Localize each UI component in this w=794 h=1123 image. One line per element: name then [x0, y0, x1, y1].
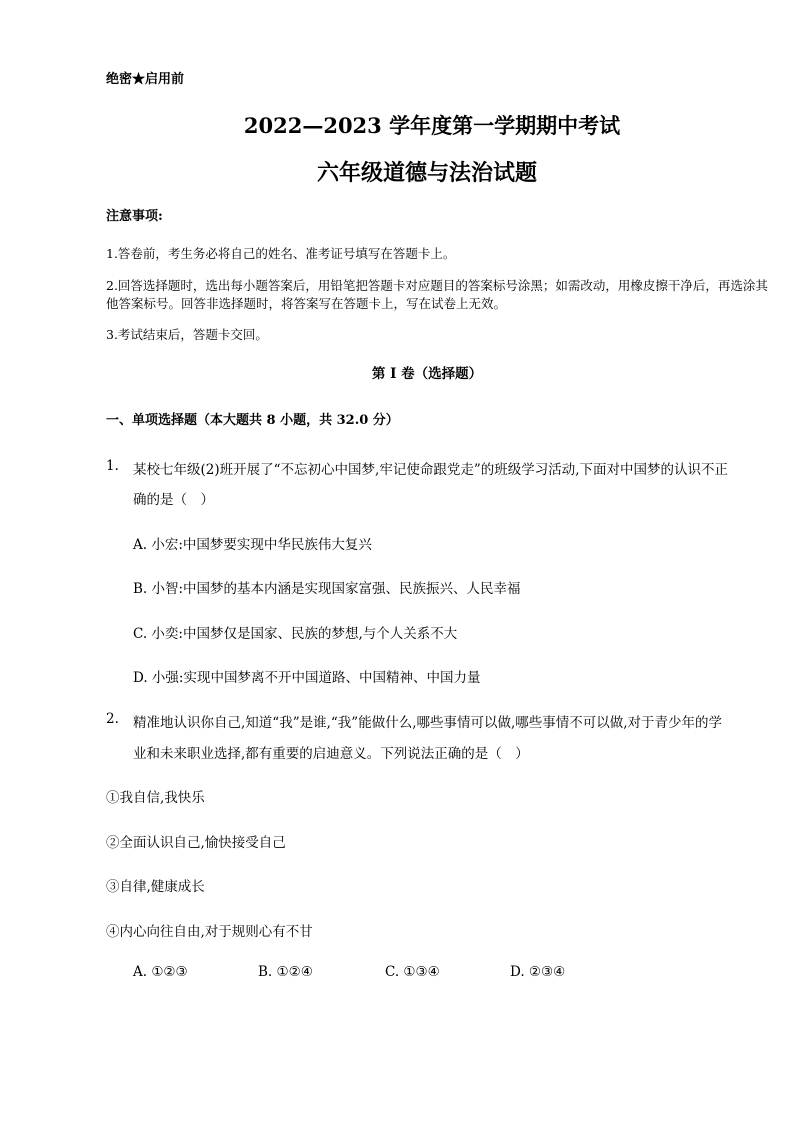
question-text: 某校七年级(2)班开展了“不忘初心中国梦,牢记使命跟党走”的班级学习活动,下面对中国梦的认识不正 — [133, 462, 729, 478]
confidential-label: 绝密★启用前 — [106, 72, 185, 87]
choice-b: B. ①②④ — [258, 964, 313, 980]
exam-subtitle: 六年级道德与法治试题 — [316, 160, 537, 186]
option-b: B. 小智:中国梦的基本内涵是实现国家富强、民族振兴、人民幸福 — [133, 581, 521, 597]
exam-title: 2022—2023 学年度第一学期期中考试 — [243, 113, 621, 138]
option-a: A. 小宏:中国梦要实现中华民族伟大复兴 — [133, 537, 372, 553]
statement-1: ①我自信,我快乐 — [106, 790, 205, 806]
question-number: 1. — [106, 458, 119, 474]
notice-heading: 注意事项: — [106, 209, 163, 224]
question-text: 精准地认识你自己,知道“我”是谁,“我”能做什么,哪些事情可以做,哪些事情不可以做,对于青少年的学 — [133, 715, 723, 731]
question-number: 2. — [106, 711, 119, 727]
notice-item: 2.回答选择题时，选出每小题答案后，用铅笔把答题卡对应题目的答案标号涂黑；如需改动，用橡皮擦干净后，再选涂其他答案标号。回答非选择题时，将答案写在答题卡上，写在试卷上无效。 — [106, 278, 768, 311]
statement-4: ④内心向往自由,对于规则心有不甘 — [106, 924, 313, 940]
notice-item: 1.答卷前，考生务必将自己的姓名、准考证号填写在答题卡上。 — [106, 246, 456, 261]
notice-item: 3.考试结束后，答题卡交回。 — [106, 327, 268, 342]
statement-2: ②全面认识自己,愉快接受自己 — [106, 835, 286, 851]
choice-d: D. ②③④ — [510, 964, 566, 980]
question-text: 确的是（ ） — [133, 492, 214, 508]
choice-c: C. ①③④ — [385, 964, 440, 980]
option-c: C. 小奕:中国梦仅是国家、民族的梦想,与个人关系不大 — [133, 626, 458, 642]
part-heading: 一、单项选择题（本大题共 8 小题，共 32.0 分） — [106, 413, 399, 428]
choice-a: A. ①②③ — [133, 964, 188, 980]
statement-3: ③自律,健康成长 — [106, 879, 205, 895]
question-text: 业和未来职业选择,都有重要的启迪意义。下列说法正确的是（ ） — [133, 746, 529, 762]
option-d: D. 小强:实现中国梦离不开中国道路、中国精神、中国力量 — [133, 670, 481, 686]
section-title: 第 I 卷（选择题） — [371, 366, 483, 382]
